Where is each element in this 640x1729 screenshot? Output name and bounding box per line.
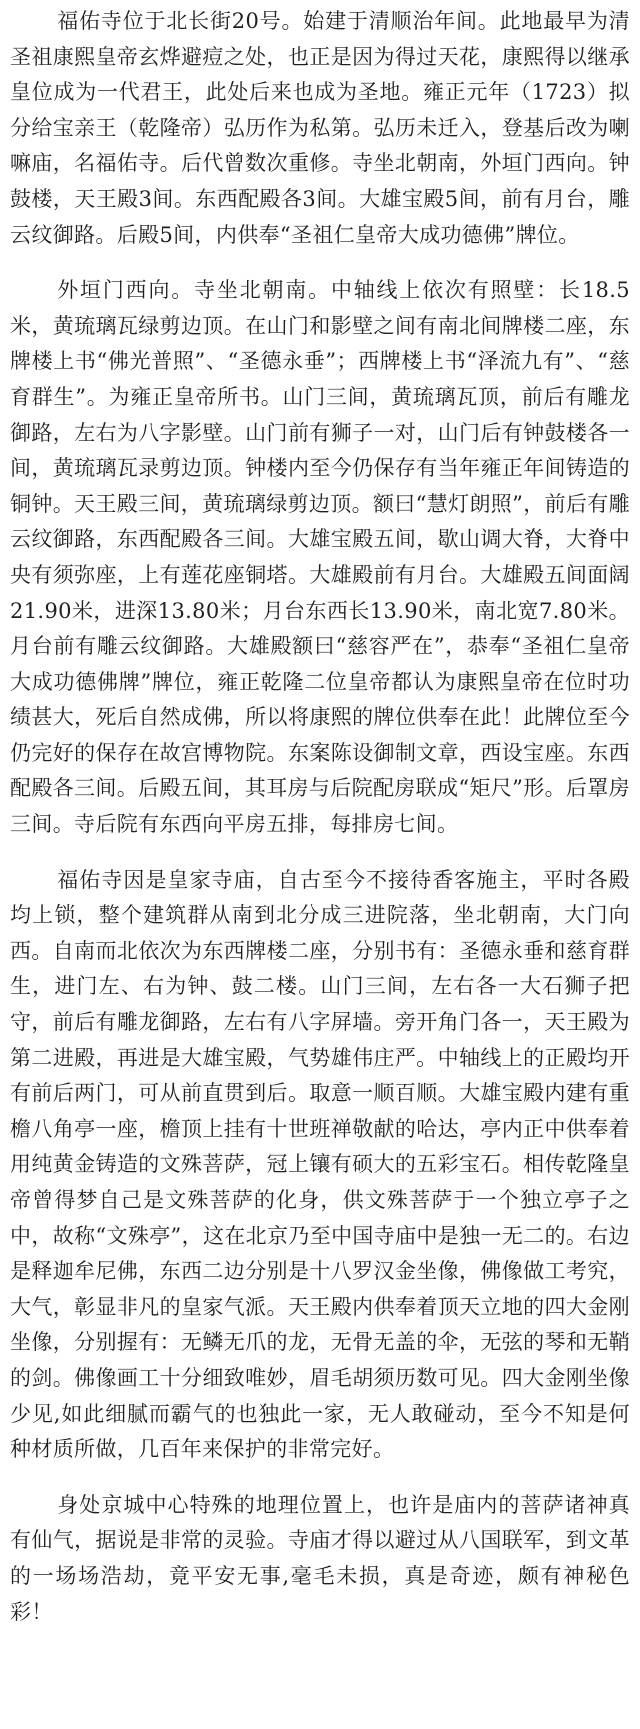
paragraph-temple-features: 福佑寺因是皇家寺庙，自古至今不接待香客施主，平时各殿均上锁，整个建筑群从南到北分成三进院落，坐北朝南，大门向西。自南而北依次为东西牌楼二座，分别书有：圣德永垂和慈育群生，进门左、右为钟、鼓二楼。山门三间，左右各一大石狮子把守，前后有雕龙御路，左右有八字屏墙。旁开角门各一，天王殿为第二进殿，再进是大雄宝殿，气势雄伟庄严。中轴线上的正殿均开有前后两门，可从前直贯到后。取意一顺百顺。大雄宝殿内建有重檐八角亭一座，檐顶上挂有十世班禅敬献的哈达，亭内正中供奉着用纯黄金铸造的文殊菩萨，冠上镶有硕大的五彩宝石。相传乾隆皇帝曾得梦自己是文殊菩萨的化身，供文殊菩萨于一个独立亭子之中，故称“文殊亭”，这在北京乃至中国寺庙中是独一无二的。右边是释迦牟尼佛，东西二边分别是十八罗汉金坐像，佛像做工考究，大气，彰显非凡的皇家气派。天王殿内供奉着顶天立地的四大金刚坐像，分别握有：无鳞无爪的龙，无骨无盖的伞，无弦的琴和无鞘的剑。佛像画工十分细致唯妙，眉毛胡须历数可见。四大金刚坐像少见,如此细腻而霸气的也独此一家，无人敢碰动，至今不知是何种材质所做，几百年来保护的非常完好。 [10,867,630,1462]
paragraph-history: 福佑寺位于北长街20号。始建于清顺治年间。此地最早为清圣祖康熙皇帝玄烨避痘之处，也正是因为得过天花，康熙得以继承皇位成为一代君王，此处后来也成为圣地。雍正元年（1723）拟分给宝亲王（乾隆帝）弘历作为私第。弘历未迁入，登基后改为喇嘛庙，名福佑寺。后代曾数次重修。寺坐北朝南，外垣门西向。钟鼓楼，天王殿3间。东西配殿各3间。大雄宝殿5间，前有月台，雕云纹御路。后殿5间，内供奉“圣祖仁皇帝大成功德佛”牌位。 [10,9,630,247]
paragraph-legend: 身处京城中心特殊的地理位置上，也许是庙内的菩萨诸神真有仙气，据说是非常的灵验。寺庙才得以避过从八国联军，到文革的一场场浩劫，竟平安无事,毫毛未损，真是奇迹，颇有神秘色彩！ [10,1492,630,1624]
paragraph-layout: 外垣门西向。寺坐北朝南。中轴线上依次有照壁：长18.5米，黄琉璃瓦绿剪边顶。在山门和影壁之间有南北间牌楼二座，东牌楼上书“佛光普照”、“圣德永垂”；西牌楼上书“泽流九有”、“慈育群生”。为雍正皇帝所书。山门三间，黄琉璃瓦顶，前后有雕龙御路，左右为八字影壁。山门前有狮子一对，山门后有钟鼓楼各一间，黄琉璃瓦录剪边顶。钟楼内至今仍保存有当年雍正年间铸造的铜钟。天王殿三间，黄琉璃绿剪边顶。额曰“慧灯朗照”，前后有雕云纹御路，东西配殿各三间。大雄宝殿五间，歇山调大脊，大脊中央有须弥座，上有莲花座铜塔。大雄殿前有月台。大雄殿五间面阔21.90米，进深13.80米；月台东西长13.90米，南北宽7.80米。月台前有雕云纹御路。大雄殿额曰“慈容严在”，恭奉“圣祖仁皇帝大成功德佛牌”牌位，雍正乾隆二位皇帝都认为康熙皇帝在位时功绩甚大，死后自然成佛，所以将康熙的牌位供奉在此！此牌位至今仍完好的保存在故宫博物院。东案陈设御制文章，西设宝座。东西配殿各三间。后殿五间，其耳房与后院配房联成“矩尺”形。后罩房三间。寺后院有东西向平房五排，每排房七间。 [10,278,630,837]
article-body [10,4,630,1630]
